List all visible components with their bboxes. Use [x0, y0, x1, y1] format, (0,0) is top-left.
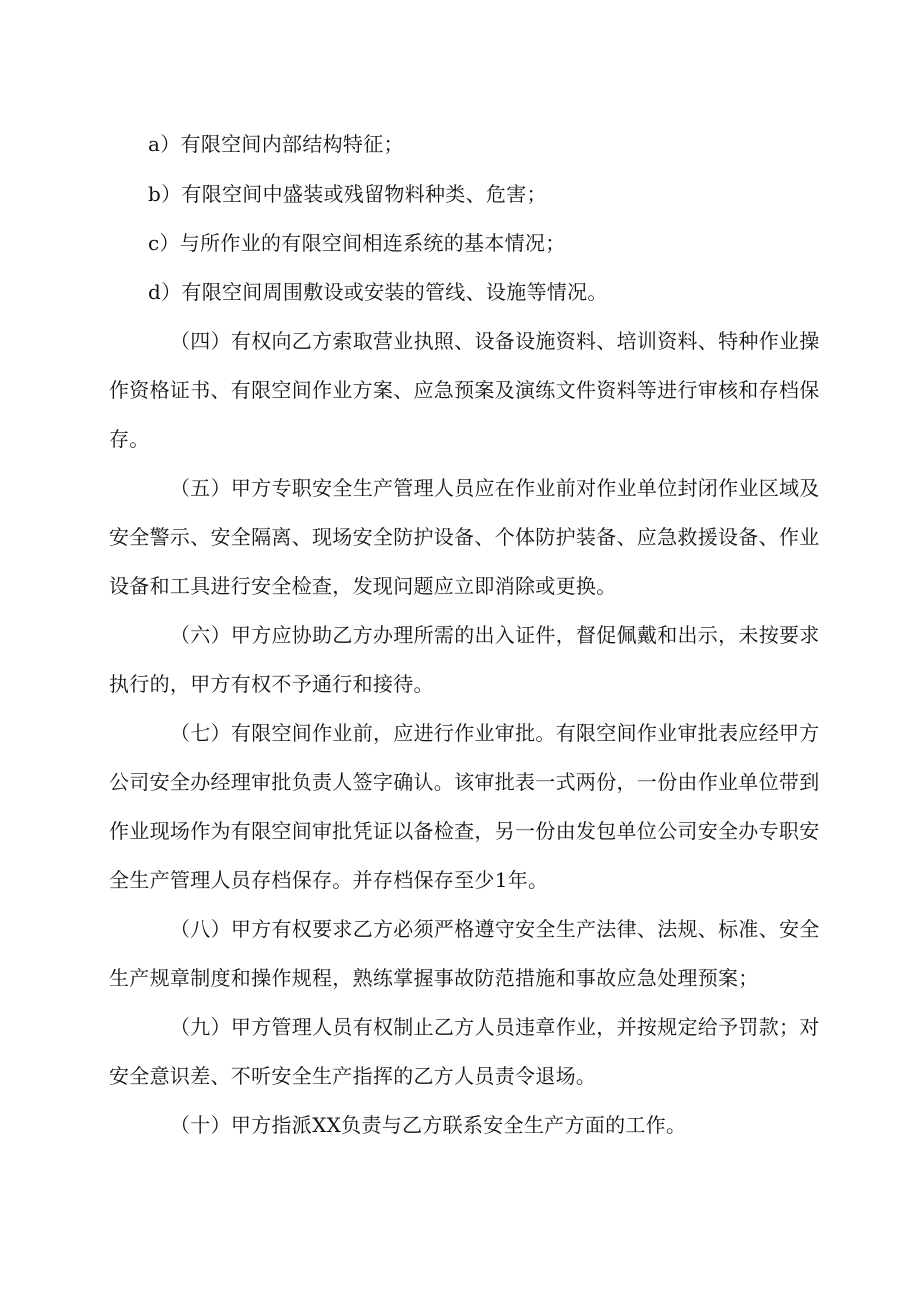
paragraph-line: 存。: [109, 427, 150, 451]
paragraph-line: 全生产管理人员存档保存。并存档保存至少1年。: [109, 868, 549, 892]
paragraph-line: 设备和工具进行安全检查，发现问题应立即消除或更换。: [109, 574, 617, 598]
paragraph-line: 公司安全办经理审批负责人签字确认。该审批表一式两份，一份由作业单位带到: [109, 770, 820, 794]
paragraph-line: （十）甲方指派XX负责与乙方联系安全生产方面的工作。: [170, 1113, 687, 1137]
paragraph-line: （六）甲方应协助乙方办理所需的出入证件，督促佩戴和出示，未按要求: [170, 623, 820, 647]
paragraph-line: （八）甲方有权要求乙方必须严格遵守安全生产法律、法规、标准、安全: [170, 917, 820, 941]
list-item-a: a）有限空间内部结构特征；: [148, 132, 404, 156]
list-item-b: b）有限空间中盛装或残留物料种类、危害；: [148, 182, 547, 206]
paragraph-line: 安全意识差、不听安全生产指挥的乙方人员责令退场。: [109, 1064, 597, 1088]
paragraph-line: （四）有权向乙方索取营业执照、设备设施资料、培训资料、特种作业操: [170, 329, 820, 353]
paragraph-line: 执行的，甲方有权不予通行和接待。: [109, 672, 434, 696]
paragraph-line: 安全警示、安全隔离、现场安全防护设备、个体防护装备、应急救援设备、作业: [109, 525, 820, 549]
list-item-c: c）与所作业的有限空间相连系统的基本情况；: [148, 231, 566, 255]
list-item-d: d）有限空间周围敷设或安装的管线、设施等情况。: [148, 280, 608, 304]
paragraph-line: 生产规章制度和操作规程，熟练掌握事故防范措施和事故应急处理预案；: [109, 966, 759, 990]
paragraph-line: 作资格证书、有限空间作业方案、应急预案及演练文件资料等进行审核和存档保: [109, 378, 820, 402]
paragraph-line: （五）甲方专职安全生产管理人员应在作业前对作业单位封闭作业区域及: [170, 476, 820, 500]
paragraph-line: 作业现场作为有限空间审批凭证以备检查，另一份由发包单位公司安全办专职安: [109, 819, 820, 843]
paragraph-line: （七）有限空间作业前，应进行作业审批。有限空间作业审批表应经甲方: [170, 721, 820, 745]
paragraph-line: （九）甲方管理人员有权制止乙方人员违章作业，并按规定给予罚款；对: [170, 1015, 820, 1039]
